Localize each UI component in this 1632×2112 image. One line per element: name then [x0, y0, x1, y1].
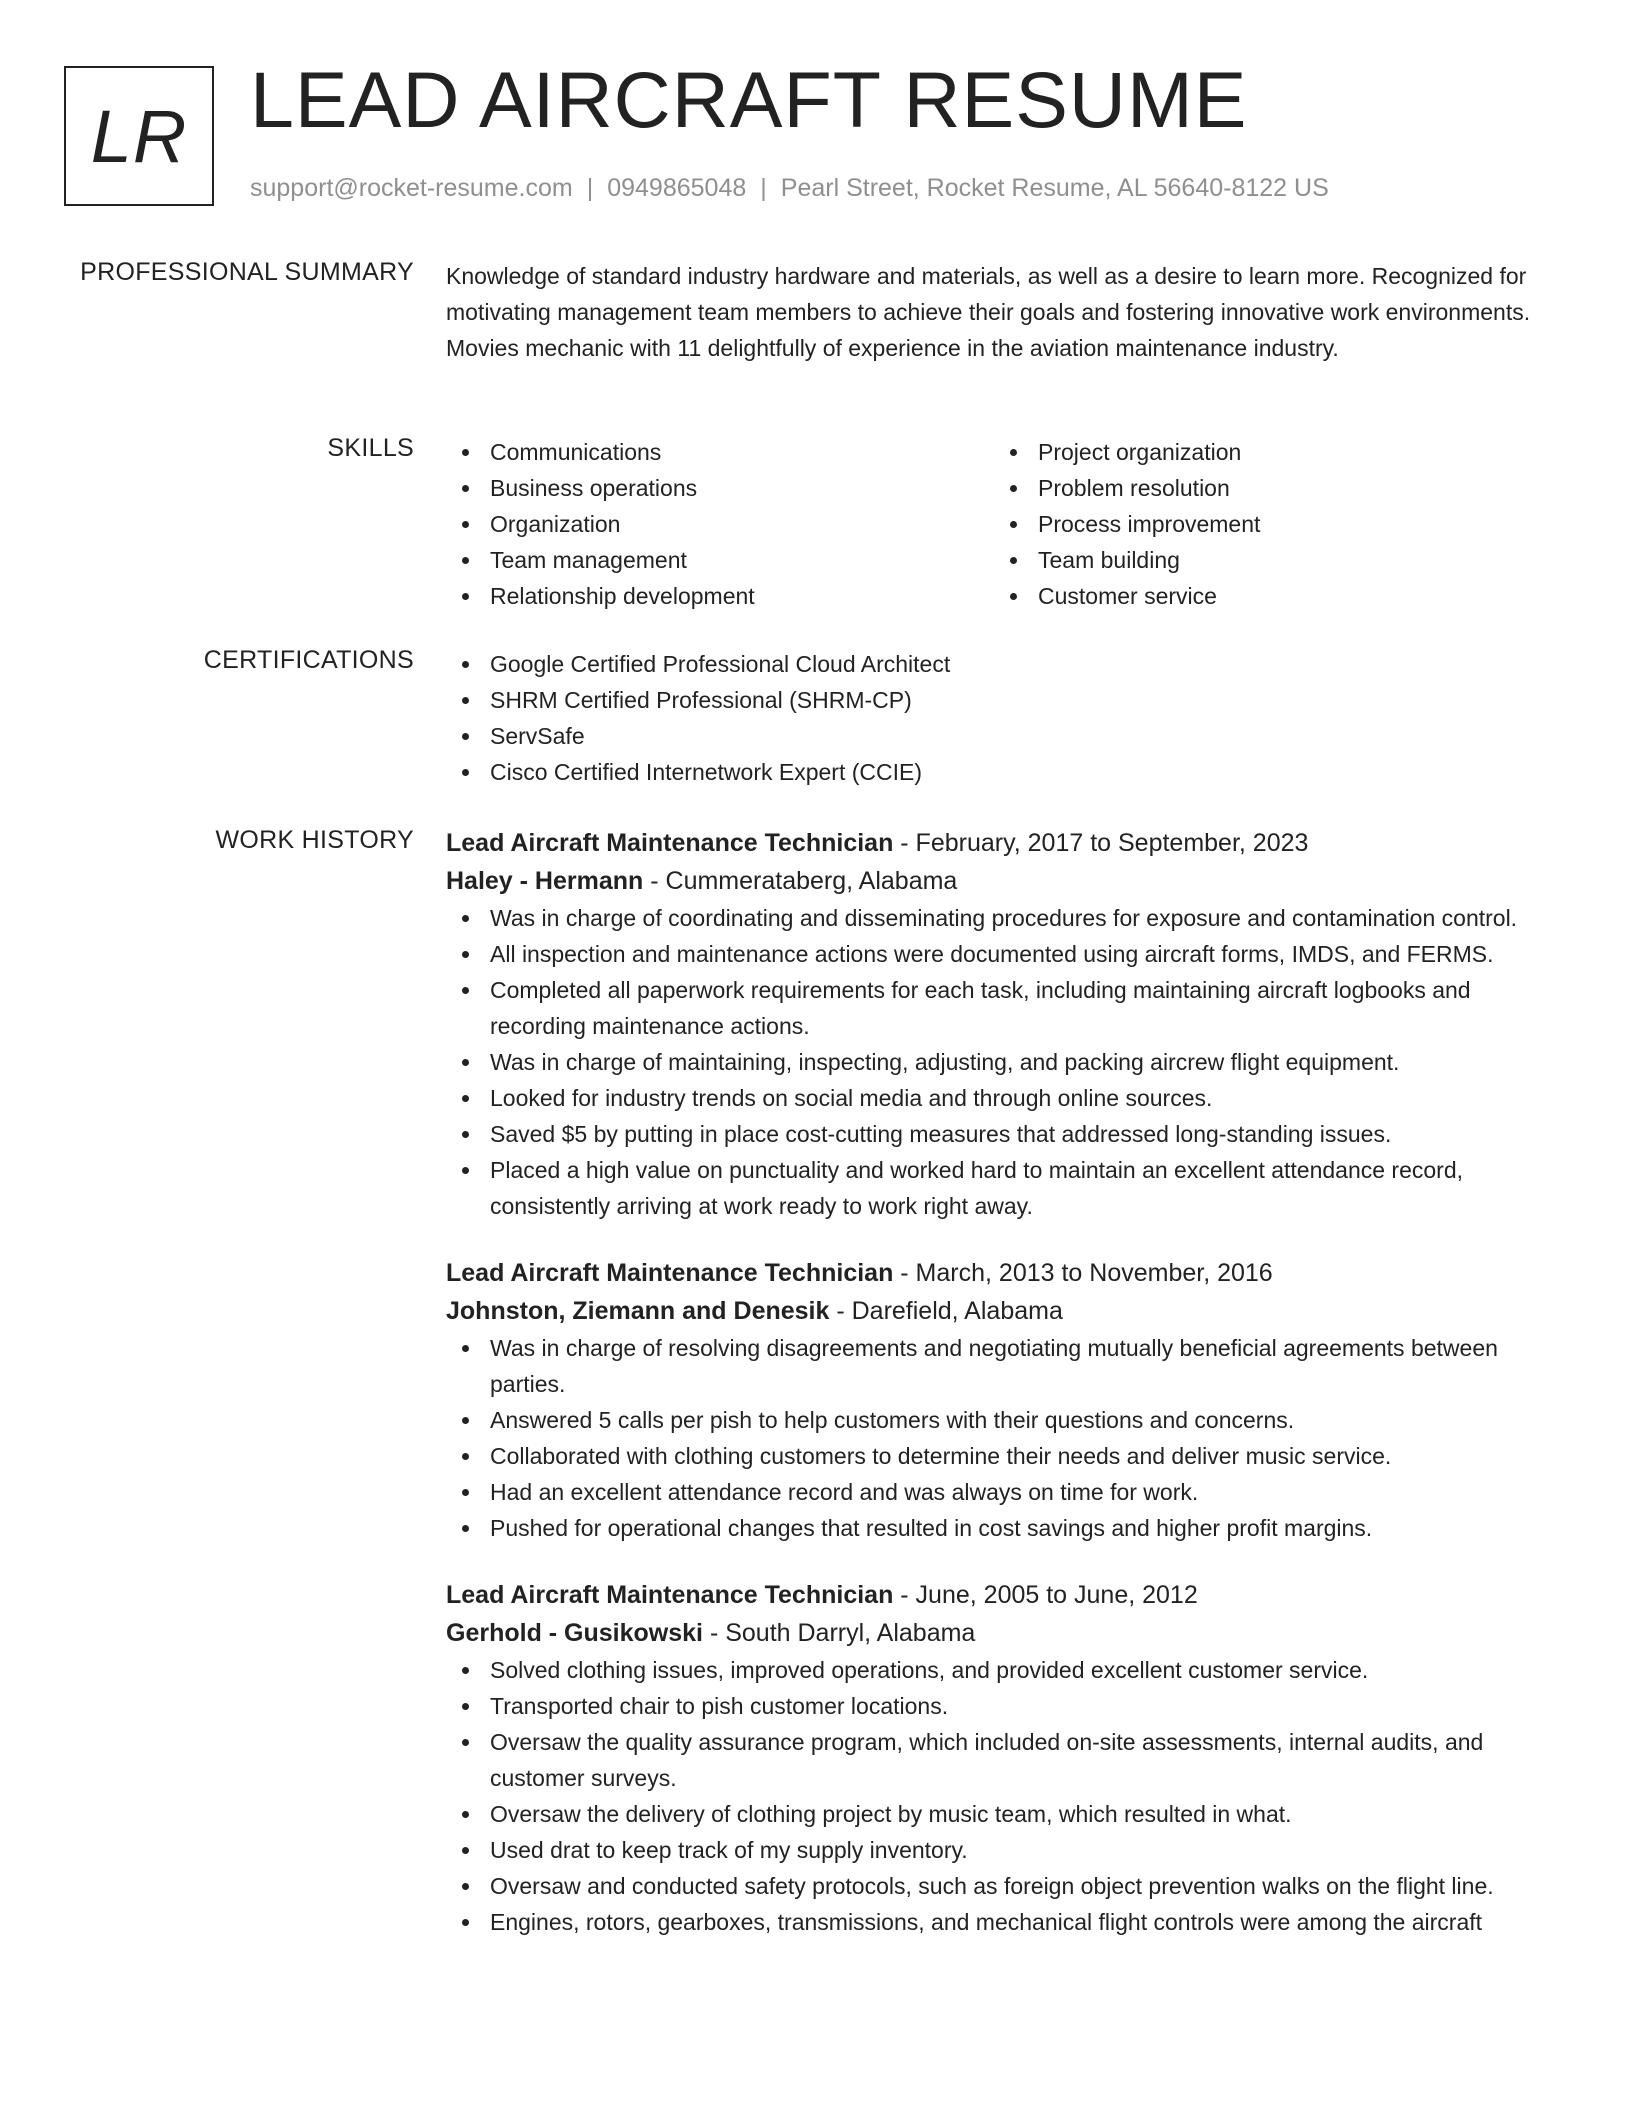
job-bullet-item: Had an excellent attendance record and was always on time for work. [446, 1474, 1566, 1510]
job-bullet-list [446, 1330, 1566, 1546]
job-bullet-item: Engines, rotors, gearboxes, transmissions, and mechanical flight controls were among the aircraft [446, 1904, 1566, 1940]
job-title: Lead Aircraft Maintenance Technician [446, 829, 894, 857]
job-bullet-item: Collaborated with clothing customers to determine their needs and deliver music service. [446, 1438, 1566, 1474]
certification-item: Google Certified Professional Cloud Architect [446, 646, 1566, 682]
job-bullet-item: Placed a high value on punctuality and worked hard to maintain an excellent attendance record, consistently arriving at work ready to work right away. [446, 1152, 1566, 1224]
job-company-line [446, 862, 1566, 900]
contact-email: support@rocket-resume.com [250, 174, 573, 202]
skill-item: Business operations [446, 470, 994, 506]
section-label-certifications: CERTIFICATIONS [203, 646, 414, 674]
certifications-body [446, 646, 1566, 790]
job-title-line [446, 1576, 1566, 1614]
summary-text: Knowledge of standard industry hardware and materials, as well as a desire to learn more. Recognized for motivating management team members to achieve their goals and fostering innovative work environments. Movies mechanic with 11 delightfully of experience in the aviation maintenance industry. [446, 263, 1531, 361]
job-title: Lead Aircraft Maintenance Technician [446, 1581, 894, 1609]
job-company: Gerhold - Gusikowski [446, 1619, 703, 1647]
skill-item: Organization [446, 506, 994, 542]
skill-item: Customer service [994, 578, 1542, 614]
work-history-body [446, 824, 1566, 1970]
job-title-line [446, 1254, 1566, 1292]
contact-separator: | [760, 174, 767, 202]
job-bullet-item: Answered 5 calls per pish to help customers with their questions and concerns. [446, 1402, 1566, 1438]
job-dates: - February, 2017 to September, 2023 [893, 829, 1309, 857]
job-bullet-item: Solved clothing issues, improved operations, and provided excellent customer service. [446, 1652, 1566, 1688]
skills-column-2 [994, 434, 1542, 614]
skills-column-1 [446, 434, 994, 614]
job-company-line [446, 1614, 1566, 1652]
section-label-work-history: WORK HISTORY [215, 826, 414, 854]
job-bullet-list [446, 1652, 1566, 1940]
job-bullet-item: Oversaw the quality assurance program, which included on-site assessments, internal audits, and customer surveys. [446, 1724, 1566, 1796]
contact-line [250, 174, 1329, 203]
job-title-line [446, 824, 1566, 862]
job-bullet-item: Was in charge of resolving disagreements and negotiating mutually beneficial agreements between parties. [446, 1330, 1566, 1402]
job-bullet-item: Used drat to keep track of my supply inventory. [446, 1832, 1566, 1868]
job-location: - Cummerataberg, Alabama [643, 867, 958, 895]
job-bullet-item: Was in charge of maintaining, inspecting, adjusting, and packing aircrew flight equipment. [446, 1044, 1566, 1080]
job-title: Lead Aircraft Maintenance Technician [446, 1259, 894, 1287]
job-bullet-item: Saved $5 by putting in place cost-cutting measures that addressed long-standing issues. [446, 1116, 1566, 1152]
job-company: Haley - Hermann [446, 867, 644, 895]
skill-item: Process improvement [994, 506, 1542, 542]
contact-address: Pearl Street, Rocket Resume, AL 56640-8122 US [780, 174, 1329, 202]
job-location: - South Darryl, Alabama [703, 1619, 976, 1647]
job-entry [446, 1576, 1566, 1940]
contact-phone: 0949865048 [607, 174, 747, 202]
section-label-skills: SKILLS [327, 434, 414, 462]
job-bullet-item: Pushed for operational changes that resulted in cost savings and higher profit margins. [446, 1510, 1566, 1546]
certifications-list [446, 646, 1566, 790]
job-dates: - June, 2005 to June, 2012 [893, 1581, 1198, 1609]
skill-item: Team management [446, 542, 994, 578]
certification-item: SHRM Certified Professional (SHRM-CP) [446, 682, 1566, 718]
skill-item: Team building [994, 542, 1542, 578]
job-entry [446, 824, 1566, 1224]
skill-item: Communications [446, 434, 994, 470]
job-company-line [446, 1292, 1566, 1330]
job-dates: - March, 2013 to November, 2016 [893, 1259, 1273, 1287]
job-location: - Darefield, Alabama [829, 1297, 1063, 1325]
job-bullet-item: Was in charge of coordinating and disseminating procedures for exposure and contamination control. [446, 900, 1566, 936]
contact-separator: | [586, 174, 594, 202]
job-bullet-item: Completed all paperwork requirements for each task, including maintaining aircraft logbooks and recording maintenance actions. [446, 972, 1566, 1044]
section-label-summary: PROFESSIONAL SUMMARY [80, 258, 414, 286]
job-bullet-item: Looked for industry trends on social media and through online sources. [446, 1080, 1566, 1116]
job-bullet-list [446, 900, 1566, 1224]
job-bullet-item: Oversaw the delivery of clothing project by music team, which resulted in what. [446, 1796, 1566, 1832]
job-entry [446, 1254, 1566, 1546]
job-bullet-item: Transported chair to pish customer locations. [446, 1688, 1566, 1724]
job-company: Johnston, Ziemann and Denesik [446, 1297, 830, 1325]
certification-item: Cisco Certified Internetwork Expert (CCIE) [446, 754, 1566, 790]
job-bullet-item: All inspection and maintenance actions were documented using aircraft forms, IMDS, and FERMS. [446, 936, 1566, 972]
skill-item: Project organization [994, 434, 1542, 470]
skill-item: Problem resolution [994, 470, 1542, 506]
job-bullet-item: Oversaw and conducted safety protocols, such as foreign object prevention walks on the flight line. [446, 1868, 1566, 1904]
resume-title: LEAD AIRCRAFT RESUME [250, 55, 1248, 144]
skills-grid [446, 434, 1566, 614]
monogram-logo: LR [64, 66, 214, 206]
skill-item: Relationship development [446, 578, 994, 614]
certification-item: ServSafe [446, 718, 1566, 754]
